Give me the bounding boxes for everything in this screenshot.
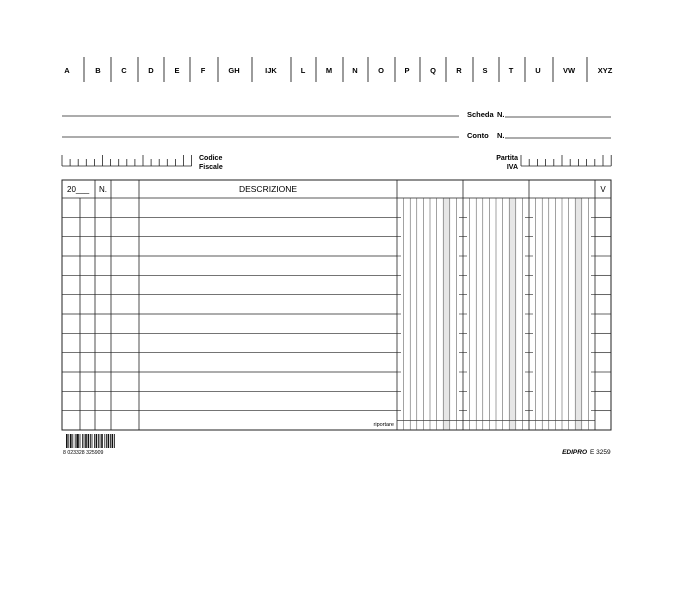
header-fields (62, 110, 611, 140)
shaded-column (509, 198, 516, 430)
ledger-table (62, 180, 611, 430)
partita-iva-boxes (521, 155, 611, 166)
index-tab-ijk: IJK (265, 66, 277, 75)
brand-logo: EDIPRO (562, 449, 587, 456)
barcode-bar (96, 434, 98, 448)
codice-fiscale-label-1: Codice (199, 155, 223, 162)
index-tab-n: N (352, 66, 358, 75)
partita-iva-label-2: IVA (506, 164, 518, 171)
barcode-bar (114, 434, 115, 448)
index-tab-u: U (535, 66, 541, 75)
index-tab-r: R (456, 66, 462, 75)
barcode-bar (110, 434, 111, 448)
conto-label: Conto (467, 131, 489, 140)
riportare-label: riportare (373, 422, 394, 428)
shaded-column (443, 198, 450, 430)
barcode (63, 434, 115, 456)
description-header: DESCRIZIONE (238, 184, 298, 194)
barcode-bar (84, 434, 85, 448)
index-tab-e: E (174, 66, 180, 75)
partita-iva-label-1: Partita (496, 155, 518, 162)
scheda-label: Scheda (467, 110, 494, 119)
table-grid (62, 180, 611, 430)
barcode-bar (85, 434, 87, 448)
index-tab-l: L (300, 66, 306, 75)
barcode-bar (68, 434, 69, 448)
codice-fiscale-boxes (62, 155, 192, 166)
index-tab-b: B (95, 66, 101, 75)
barcode-bar (98, 434, 99, 448)
index-tab-t: T (508, 66, 514, 75)
conto-number-label: N. (497, 131, 505, 140)
barcode-bar (100, 434, 101, 448)
barcode-bar (76, 434, 78, 448)
number-header: N. (99, 185, 107, 194)
barcode-bar (70, 434, 72, 448)
barcode-bar (82, 434, 83, 448)
index-tab-q: Q (430, 66, 436, 75)
index-tab-a: A (64, 66, 70, 75)
product-code: E 3259 (590, 449, 611, 456)
alphabet-index (64, 57, 612, 82)
barcode-bar (75, 434, 76, 448)
barcode-bar (88, 434, 90, 448)
barcode-bar (104, 434, 105, 448)
index-tab-d: D (148, 66, 154, 75)
index-tab-vw: VW (562, 66, 576, 75)
barcode-bar (94, 434, 95, 448)
barcode-bar (106, 434, 107, 448)
index-tab-m: M (325, 66, 333, 75)
barcode-number: 8 023328 325909 (63, 450, 104, 456)
barcode-bar (90, 434, 91, 448)
index-tab-p: P (404, 66, 410, 75)
codice-fiscale-label-2: Fiscale (199, 164, 223, 171)
check-header: V (600, 185, 606, 194)
index-tab-s: S (482, 66, 488, 75)
index-tab-f: F (200, 66, 206, 75)
barcode-bar (101, 434, 103, 448)
barcode-bar (80, 434, 81, 448)
scheda-number-label: N. (497, 110, 505, 119)
barcode-bar (112, 434, 114, 448)
barcode-bar (92, 434, 93, 448)
index-tab-c: C (121, 66, 127, 75)
year-header: 20___ (67, 185, 90, 194)
index-tab-xyz: XYZ (597, 66, 613, 75)
barcode-bar (72, 434, 73, 448)
barcode-bar (66, 434, 68, 448)
index-tab-gh: GH (228, 66, 240, 75)
index-tab-o: O (378, 66, 384, 75)
barcode-bar (108, 434, 110, 448)
shaded-column (575, 198, 582, 430)
